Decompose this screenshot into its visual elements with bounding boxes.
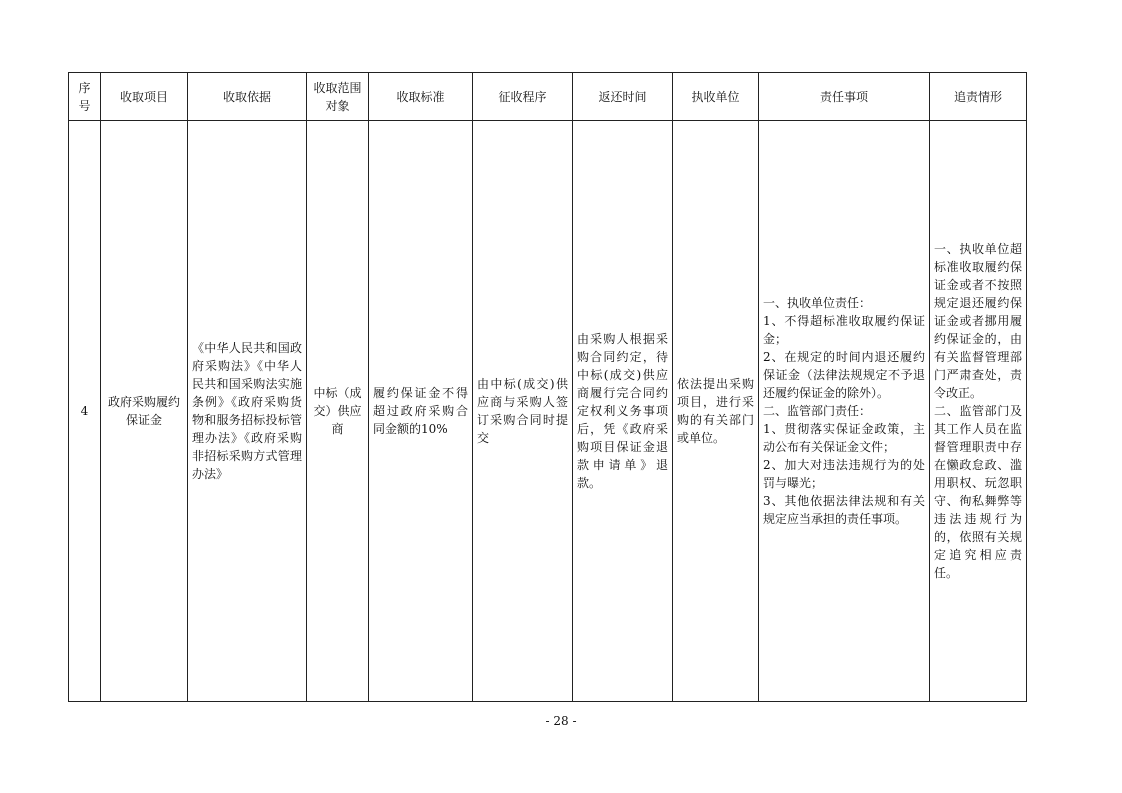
duty-line: 一、执收单位责任： [763,296,872,310]
cell-procedure: 由中标(成交)供应商与采购人签订采购合同时提交 [473,121,573,702]
cell-seq: 4 [69,121,101,702]
header-seq: 序号 [69,73,101,121]
cell-scope: 中标（成交）供应商 [307,121,369,702]
cell-duty [759,121,930,702]
page-number: - 28 - [545,714,577,728]
header-scope: 收取范围对象 [307,73,369,121]
header-procedure: 征收程序 [473,73,573,121]
header-accountability: 追责情形 [930,73,1027,121]
header-basis: 收取依据 [188,73,307,121]
cell-item: 政府采购履约保证金 [101,121,188,702]
header-unit: 执收单位 [673,73,759,121]
duty-line: 1、贯彻落实保证金政策，主动公布有关保证金文件； [763,422,925,454]
cell-accountability [930,121,1027,702]
duty-line: 3、其他依据法律法规和有关规定应当承担的责任事项。 [763,494,925,526]
duty-line: 二、监管部门责任： [763,404,872,418]
table-header-row [69,73,1027,121]
cell-basis: 《中华人民共和国政府采购法》《中华人民共和国采购法实施条例》《政府采购货物和服务招标投标管理办法》《政府采购非招标采购方式管理办法》 [188,121,307,702]
duty-line: 1、不得超标准收取履约保证金； [763,314,925,346]
header-duty: 责任事项 [759,73,930,121]
cell-return-time: 由采购人根据采购合同约定，待中标(成交)供应商履行完合同约定权利义务事项后，凭《政府采购项目保证金退款申请单》退款。 [573,121,673,702]
header-item: 收取项目 [101,73,188,121]
cell-standard: 履约保证金不得超过政府采购合同金额的10% [369,121,473,702]
header-standard: 收取标准 [369,73,473,121]
cell-unit: 依法提出采购项目，进行采购的有关部门或单位。 [673,121,759,702]
duty-line: 2、加大对违法违规行为的处罚与曝光； [763,458,925,490]
accountability-paragraph: 一、执收单位超标准收取履约保证金或者不按照规定退还履约保证金或者挪用履约保证金的，由有关监督管理部门严肃查处，责令改正。 [934,242,1022,400]
accountability-paragraph: 二、监管部门及其工作人员在监督管理职责中存在懒政怠政、滥用职权、玩忽职守、徇私舞弊等违法违规行为的，依照有关规定追究相应责任。 [934,404,1022,580]
header-return-time: 返还时间 [573,73,673,121]
fee-table [68,72,1027,702]
table-row [69,121,1027,702]
duty-line: 2、在规定的时间内退还履约保证金（法律法规规定不予退还履约保证金的除外）。 [763,350,925,400]
